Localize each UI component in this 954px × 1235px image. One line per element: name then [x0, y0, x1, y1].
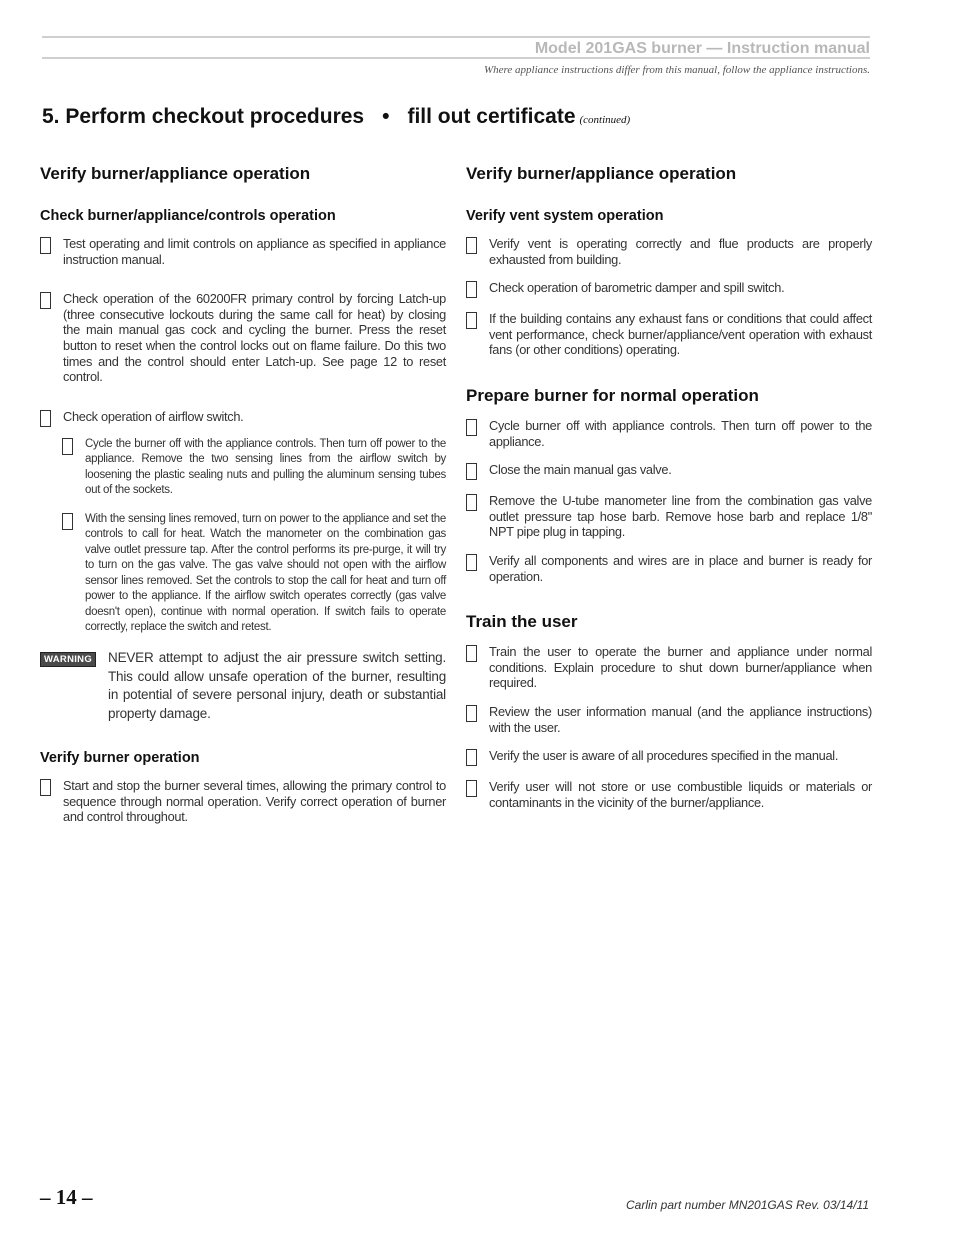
checklist-item: [466, 644, 872, 691]
checkbox[interactable]: [466, 780, 477, 797]
checkbox[interactable]: [62, 513, 73, 530]
checklist-item: [466, 704, 872, 735]
checklist-text: Cycle burner off with appliance controls. Then turn off power to the appliance.: [489, 417, 872, 449]
checklist-subitem: [62, 437, 446, 499]
checkbox[interactable]: [40, 779, 51, 796]
page-number: – 14 –: [40, 1185, 93, 1209]
checklist-item: [40, 291, 446, 385]
warning-block: [40, 649, 446, 724]
checklist-text: Cycle the burner off with the appliance controls. Then turn off power to the appliance. Remove the two sensing lines from the airflow switch by loosening the plastic sealing nuts and pulling the aluminum sensing tubes out of the sockets.: [85, 437, 446, 497]
checkbox[interactable]: [466, 749, 477, 766]
checklist-item: [466, 418, 872, 449]
checklist-item: [466, 779, 872, 810]
title-bullet: •: [382, 105, 390, 128]
checklist-item: [466, 280, 872, 298]
checkbox[interactable]: [466, 463, 477, 480]
burner-heading: Verify burner operation: [40, 749, 200, 766]
part-number: Carlin part number MN201GAS Rev. 03/14/11: [625, 1198, 869, 1212]
checklist-item: [466, 553, 872, 584]
checklist-item: [40, 409, 446, 427]
checkbox[interactable]: [40, 410, 51, 427]
checkbox[interactable]: [466, 419, 477, 436]
section-title-main: 5. Perform checkout procedures: [42, 105, 365, 128]
checklist-text: Check operation of airflow switch.: [63, 408, 244, 424]
checklist-text: Test operating and limit controls on appliance as specified in appliance instruction manual.: [63, 236, 446, 267]
checklist-text: Verify user will not store or use combustible liquids or materials or contaminants in the vicinity of the burner/appliance.: [489, 779, 872, 810]
checklist-text: Verify all components and wires are in place and burner is ready for operation.: [489, 552, 872, 584]
warning-badge: WARNING: [40, 652, 96, 667]
checklist-text: Start and stop the burner several times, allowing the primary control to sequence through normal operation. Verify correct operation of burner and control throughout.: [63, 777, 446, 825]
section-title: [42, 105, 630, 129]
vent-heading: Verify vent system operation: [466, 208, 664, 224]
prepare-heading: Prepare burner for normal operation: [466, 385, 759, 405]
checkbox[interactable]: [466, 494, 477, 511]
warning-text: NEVER attempt to adjust the air pressure switch setting. This could allow unsafe operation of the burner, resulting in potential of severe personal injury, death or substantial property damage.: [108, 649, 446, 722]
checklist-text: Close the main manual gas valve.: [489, 462, 672, 478]
checkbox[interactable]: [466, 705, 477, 722]
checklist-item: [40, 778, 446, 825]
checklist-item: [466, 462, 872, 480]
checkbox[interactable]: [466, 281, 477, 298]
checklist-text: Check operation of barometric damper and spill switch.: [489, 280, 785, 296]
checkbox[interactable]: [40, 292, 51, 309]
continued-label: (continued): [579, 114, 631, 126]
controls-heading: Check burner/appliance/controls operation: [40, 208, 336, 224]
checklist-text: Remove the U-tube manometer line from the combination gas valve outlet pressure tap hose barb. Remove hose barb and replace 1/8" NPT pipe plug in tapping.: [489, 493, 872, 540]
checkbox[interactable]: [40, 237, 51, 254]
train-heading: Train the user: [466, 612, 578, 632]
checklist-subitem: [62, 512, 446, 636]
checklist-item: [466, 236, 872, 267]
checklist-item: [466, 311, 872, 358]
manual-subtitle: Where appliance instructions differ from this manual, follow the appliance instructions.: [484, 64, 870, 76]
checklist-text: With the sensing lines removed, turn on power to the appliance and set the controls to call for heat. Watch the manometer on the combination gas valve outlet pressure tap. After the control performs its pre-purge, it will try to turn on the gas valve. The gas valve should not open with the airflow sensor lines removed. Set the controls to stop the call for heat and turn off power to the appliance. If the airflow switch operates correctly (gas valve doesn't open), continue with normal operation. If switch fails to operate correctly, replace the switch and retest.: [85, 512, 446, 634]
checklist-text: Verify the user is aware of all procedures specified in the manual.: [489, 748, 839, 764]
checklist-text: Review the user information manual (and the appliance instructions) with the user.: [489, 703, 872, 735]
manual-title: Model 201GAS burner — Instruction manual: [534, 40, 870, 57]
checklist-text: Check operation of the 60200FR primary control by forcing Latch-up (three consecutive lockouts during the same call for heat) by closing the main manual gas cock and cycling the burner. Press the reset button to reset when the control locks out on flame failure. Do this two times and the control should enter Latch-up. See page 12 to reset control.: [63, 291, 446, 385]
header-rule-bottom: [42, 57, 870, 59]
checkbox[interactable]: [62, 438, 73, 455]
checkbox[interactable]: [466, 554, 477, 571]
left-column: [40, 164, 446, 838]
right-column: [466, 164, 872, 823]
checklist-item: [466, 748, 872, 766]
checklist-text: If the building contains any exhaust fans or conditions that could affect vent performance, check burner/appliance/vent operation with exhaust fans (or other conditions) operating.: [489, 311, 872, 358]
checkbox[interactable]: [466, 312, 477, 329]
checklist-item: [466, 493, 872, 540]
checklist-text: Verify vent is operating correctly and flue products are properly exhausted from building.: [489, 236, 872, 267]
left-heading: Verify burner/appliance operation: [40, 164, 311, 183]
right-heading: Verify burner/appliance operation: [466, 164, 737, 183]
section-title-secondary: fill out certificate: [407, 105, 576, 128]
header-rule-top: [42, 36, 870, 38]
checklist-text: Train the user to operate the burner and appliance under normal conditions. Explain procedure to shut down burner/appliance when required.: [489, 644, 872, 691]
checkbox[interactable]: [466, 645, 477, 662]
checkbox[interactable]: [466, 237, 477, 254]
checklist-item: [40, 236, 446, 267]
